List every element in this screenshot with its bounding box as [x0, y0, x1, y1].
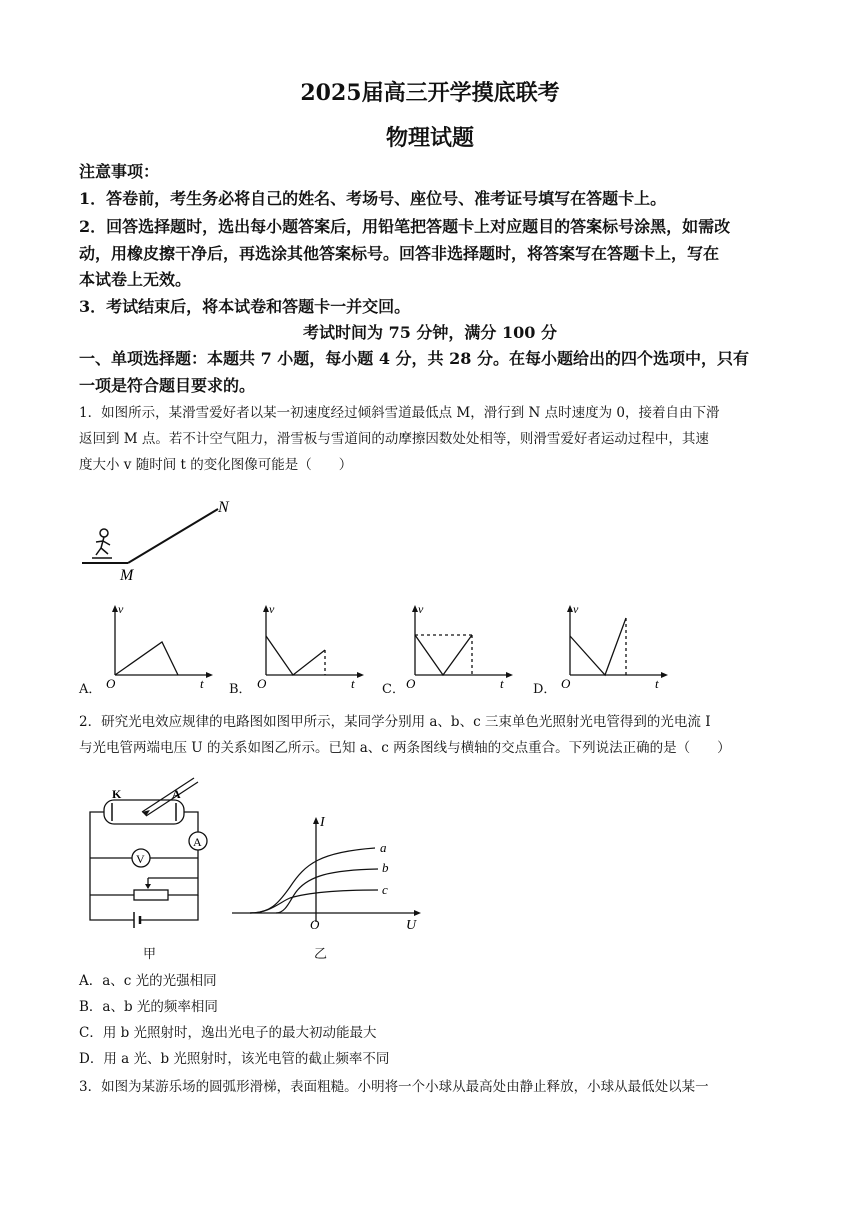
axis-v-label: v — [118, 602, 124, 616]
axis-u-label: U — [406, 918, 417, 932]
axis-v-label: v — [269, 602, 275, 616]
q1-line-1: 1．如图所示，某滑雪爱好者以某一初速度经过倾斜雪道最低点 M，滑行到 N 点时速度为 0，接着自由下滑 — [79, 405, 720, 421]
q1-slope-figure — [78, 490, 258, 585]
q2-choice-d: D．用 a 光、b 光照射时，该光电管的截止频率不同 — [79, 1051, 390, 1067]
ammeter-label: A — [193, 835, 202, 849]
curve-b — [276, 869, 378, 913]
point-n-label: N — [218, 499, 229, 516]
note-line-4: 本试卷上无效。 — [79, 270, 192, 289]
section-heading-2: 一项是符合题目要求的。 — [79, 376, 256, 395]
exam-time: 考试时间为 75 分钟，满分 100 分 — [303, 323, 557, 342]
curve-a-label: a — [380, 840, 387, 855]
origin-label: O — [561, 676, 571, 690]
q2-choice-c: C．用 b 光照射时，逸出光电子的最大初动能最大 — [79, 1025, 377, 1041]
section-heading-1: 一、单项选择题：本题共 7 小题，每小题 4 分，共 28 分。在每小题给出的四个选项中，只有 — [79, 349, 749, 368]
q1-option-d-graph — [555, 600, 675, 690]
origin-label: O — [406, 676, 416, 690]
note-line-5: 3．考试结束后，将本试卷和答题卡一并交回。 — [79, 297, 411, 316]
iu-graph — [230, 812, 430, 932]
skier-icon — [92, 529, 112, 558]
q3-line-1: 3．如图为某游乐场的圆弧形滑梯，表面粗糙。小明将一个小球从最高处由静止释放，小球从最低处以某一 — [79, 1079, 709, 1095]
point-m-label: M — [120, 567, 134, 584]
curve-c-label: c — [382, 882, 388, 897]
q1-option-a-label: A． — [79, 682, 102, 697]
curve-b-label: b — [382, 860, 389, 875]
origin-label: O — [106, 676, 116, 690]
q1-option-b-graph — [251, 600, 371, 690]
note-line-1: 1．答卷前，考生务必将自己的姓名、考场号、座位号、准考证号填写在答题卡上。 — [79, 189, 667, 208]
curve-c — [250, 890, 378, 913]
q1-line-3: 度大小 v 随时间 t 的变化图像可能是（ ） — [79, 457, 353, 473]
axis-v-label: v — [418, 602, 424, 616]
anode-label: A — [172, 787, 181, 801]
axis-v-label: v — [573, 602, 579, 616]
axis-t-label: t — [351, 676, 355, 690]
origin-label: O — [257, 676, 267, 690]
axis-t-label: t — [500, 676, 504, 690]
q1-line-2: 返回到 M 点。若不计空气阻力，滑雪板与雪道间的动摩擦因数处处相等，则滑雪爱好者运动过程中，其速 — [79, 431, 709, 447]
photoelectric-circuit-diagram — [82, 770, 222, 935]
rheostat-icon — [134, 890, 168, 900]
exam-subtitle: 物理试题 — [385, 125, 474, 151]
exam-title: 2025届高三开学摸底联考 — [300, 80, 560, 106]
q2-line-1: 2．研究光电效应规律的电路图如图甲所示，某同学分别用 a、b、c 三束单色光照射光电管得到的光电流 I — [79, 714, 711, 730]
q1-option-c-graph — [400, 600, 520, 690]
circuit-caption: 甲 — [143, 947, 157, 962]
axis-t-label: t — [655, 676, 659, 690]
q2-choice-a: A．a、c 光的光强相同 — [79, 973, 217, 989]
axis-i-label: I — [320, 815, 325, 830]
note-line-2: 2．回答选择题时，选出每小题答案后，用铅笔把答题卡上对应题目的答案标号涂黑，如需改 — [79, 217, 731, 236]
q1-option-a-graph — [100, 600, 220, 690]
curve-a — [250, 848, 375, 913]
cathode-label: K — [112, 787, 122, 801]
q1-option-c-label: C． — [382, 682, 405, 697]
q2-choice-b: B．a、b 光的频率相同 — [79, 999, 218, 1015]
q1-option-b-label: B． — [229, 682, 252, 697]
graph-caption: 乙 — [314, 947, 328, 962]
q2-line-2: 与光电管两端电压 U 的关系如图乙所示。已知 a、c 两条图线与横轴的交点重合。下列说法正确的是（ ） — [79, 740, 731, 756]
q1-option-d-label: D． — [533, 682, 557, 697]
note-line-3: 动，用橡皮擦干净后，再选涂其他答案标号。回答非选择题时，将答案写在答题卡上，写在 — [79, 244, 720, 263]
axis-t-label: t — [200, 676, 204, 690]
origin-label: O — [310, 917, 320, 932]
notes-heading: 注意事项： — [79, 162, 160, 181]
voltmeter-label: V — [136, 852, 145, 866]
